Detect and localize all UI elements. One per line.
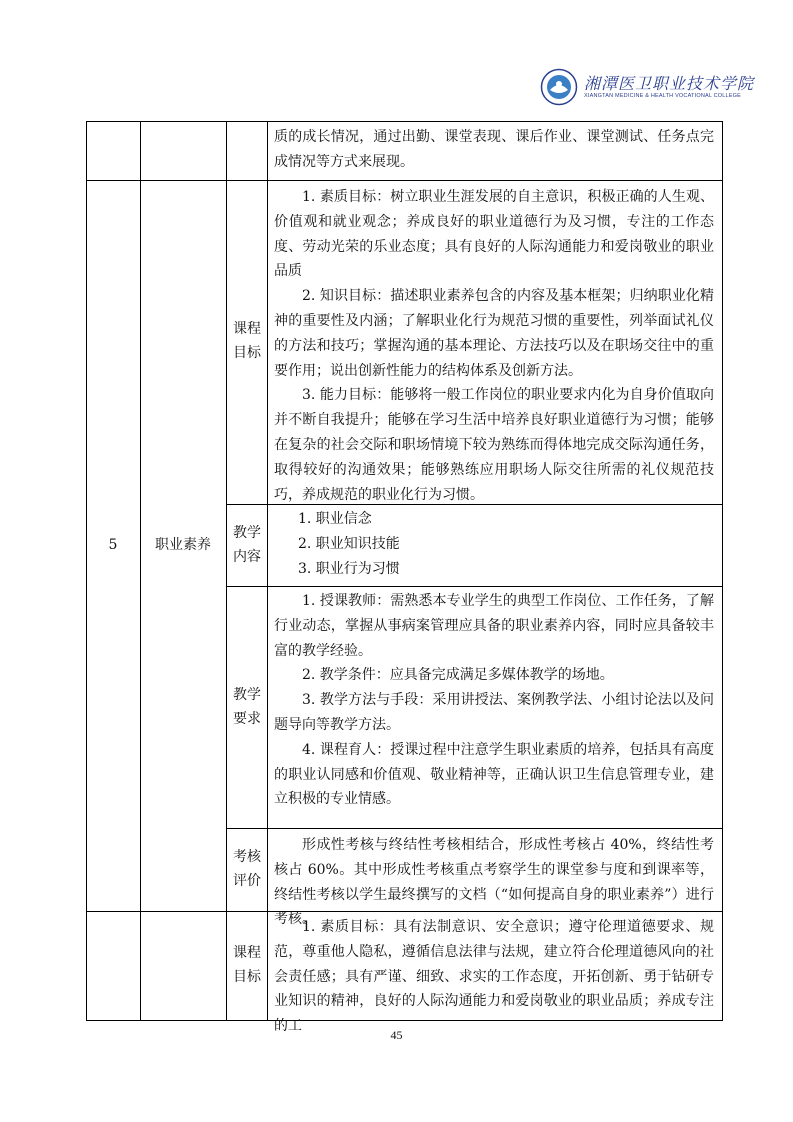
content-item: 3. 职业行为习惯 [298, 560, 400, 577]
requirement-item: 2. 教学条件：应具备完成满足多媒体教学的场地。 [302, 667, 614, 684]
requirements-label: 教学要求 [233, 687, 261, 727]
requirement-item: 1. 授课教师：需熟悉本专业学生的典型工作岗位、工作任务，了解行业动态，掌握从事病案管理应具备的职业素养内容，同时应具备较丰富的教学经验。 [274, 593, 714, 659]
college-logo [540, 68, 755, 108]
previous-course-text: 质的成长情况，通过出勤、课堂表现、课后作业、课堂测试、任务点完成情况等方式来展现。 [274, 129, 714, 170]
objective-item: 2. 知识目标：描述职业素养包含的内容及基本框架；归纳职业化精神的重要性及内涵；了解职业化行为规范习惯的重要性，列举面试礼仪的方法和技巧；掌握沟通的基本理论、方法技巧以及在职场交往中的重要作用；说出创新性能力的结构体系及创新方法。 [274, 288, 714, 379]
objective-item: 1. 素质目标：树立职业生涯发展的自主意识，积极正确的人生观、价值观和就业观念；养成良好的职业道德行为及习惯，专注的工作态度、劳动光荣的乐业态度；具有良好的人际沟通能力和爱岗敬业的职业品质 [274, 189, 714, 280]
objective-item: 3. 能力目标：能够将一般工作岗位的职业要求内化为自身价值取向并不断自我提升；能够在学习生活中培养良好职业道德行为习惯；能够在复杂的社会交际和职场情境下较为熟练而得体地完成交际沟通任务，取得较好的沟通效果；能够熟练应用职场人际交往所需的礼仪规范技巧，养成规范的职业化行为习惯。 [274, 387, 714, 503]
logo-chinese-name: 湘潭医卫职业技术学院 [584, 74, 755, 93]
content-item: 2. 职业知识技能 [298, 535, 400, 552]
requirements-text [274, 589, 714, 812]
next-objectives-label: 课程目标 [233, 945, 261, 985]
content-list [298, 507, 698, 581]
next-objectives-text: 1. 素质目标：具有法制意识、安全意识；遵守伦理道德要求、规范，尊重他人隐私，遵循信息法律与法规，建立符合伦理道德风向的社会责任感；具有严谨、细致、求实的工作态度，开拓创新、勇于钻研专业知识的精神，良好的人际沟通能力和爱岗敬业的职业品质；养成专注的工 [274, 919, 714, 1035]
assessment-label: 考核评价 [233, 849, 261, 889]
course-number: 5 [108, 537, 118, 553]
course-name: 职业素养 [155, 537, 211, 553]
requirement-item: 4. 课程育人：授课过程中注意学生职业素质的培养，包括具有高度的职业认同感和价值观、敬业精神等，正确认识卫生信息管理专业，建立积极的专业情感。 [274, 741, 714, 808]
content-label: 教学内容 [233, 525, 261, 565]
content-item: 1. 职业信念 [298, 511, 372, 527]
college-emblem-icon [540, 68, 578, 106]
requirement-item: 3. 教学方法与手段：采用讲授法、案例教学法、小组讨论法以及问题导向等教学方法。 [274, 692, 714, 733]
assessment-text: 形成性考核与终结性考核相结合，形成性考核占 40%，终结性考核占 60%。其中形成性考核重点考察学生的课堂参与度和到课率等，终结性考核以学生最终撰写的文档（“如何提高自身的职业素养”）进行考核。 [274, 837, 714, 928]
page-number: 45 [390, 1028, 403, 1042]
logo-english-name: XIANGTAN MEDICINE & HEALTH VOCATIONAL COLLEGE [584, 93, 742, 99]
objectives-label: 课程目标 [233, 321, 261, 361]
objectives-text [274, 185, 714, 507]
